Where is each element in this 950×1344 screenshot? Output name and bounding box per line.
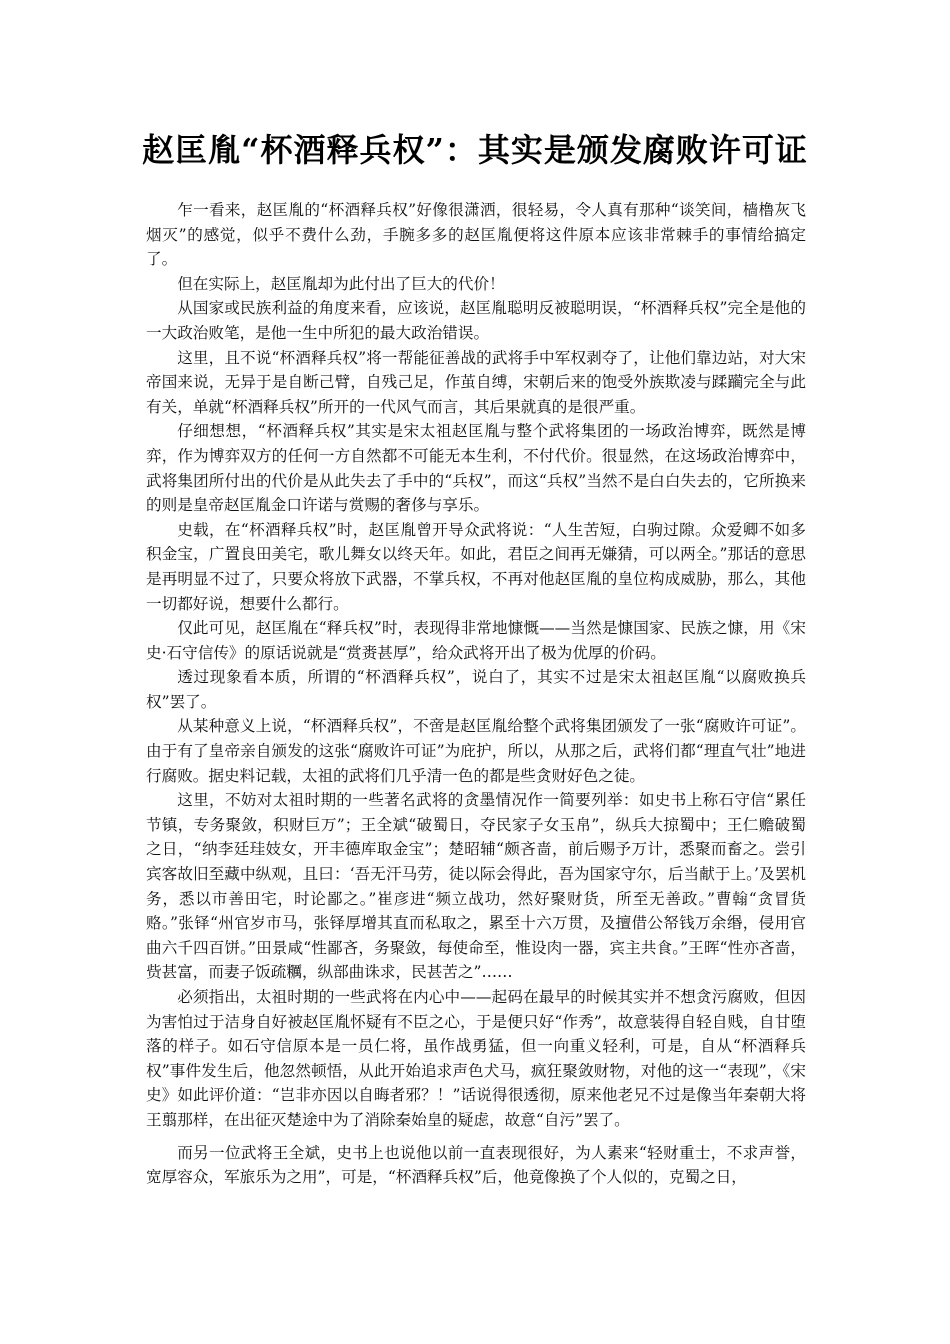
paragraph: 从国家或民族利益的角度来看，应该说，赵匡胤聪明反被聪明误，“杯酒释兵权”完全是他的一大政治败笔，是他一生中所犯的最大政治错误。 [146, 299, 806, 342]
paragraph: 透过现象看本质，所谓的“杯酒释兵权”，说白了，其实不过是宋太祖赵匡胤“以腐败换兵权”罢了。 [146, 668, 806, 711]
paragraph: 从某种意义上说，“杯酒释兵权”，不啻是赵匡胤给整个武将集团颁发了一张“腐败许可证”。由于有了皇帝亲自颁发的这张“腐败许可证”为庇护，所以，从那之后，武将们都“理直气壮”地进行腐败。据史料记载，太祖的武将们几乎清一色的都是些贪财好色之徒。 [146, 717, 806, 785]
paragraph: 仔细想想，“杯酒释兵权”其实是宋太祖赵匡胤与整个武将集团的一场政治博弈，既然是博弈，作为博弈双方的任何一方自然都不可能无本生利，不付代价。很显然，在这场政治博弈中，武将集团所付出的代价是从此失去了手中的“兵权”，而这“兵权”当然不是白白失去的，它所换来的则是皇帝赵匡胤金口许诺与赏赐的奢侈与享乐。 [146, 422, 806, 515]
document-body [146, 198, 806, 1190]
paragraph: 仅此可见，赵匡胤在“释兵权”时，表现得非常地慷慨——当然是慷国家、民族之慷，用《宋史·石守信传》的原话说就是“赏赉甚厚”，给众武将开出了极为优厚的价码。 [146, 619, 806, 662]
document-title: 赵匡胤“杯酒释兵权”：其实是颁发腐败许可证 [142, 131, 808, 169]
paragraph: 这里，且不说“杯酒释兵权”将一帮能征善战的武将手中军权剥夺了，让他们靠边站，对大宋帝国来说，无异于是自断己臂，自残己足，作茧自缚，宋朝后来的饱受外族欺凌与蹂躏完全与此有关，单就“杯酒释兵权”所开的一代风气而言，其后果就真的是很严重。 [146, 348, 806, 416]
paragraph: 乍一看来，赵匡胤的“杯酒释兵权”好像很潇洒，很轻易，令人真有那种“谈笑间，樯橹灰飞烟灭”的感觉，似乎不费什么劲，手腕多多的赵匡胤便将这件原本应该非常棘手的事情给搞定了。 [146, 201, 806, 269]
paragraph: 而另一位武将王全斌，史书上也说他以前一直表现很好，为人素来“轻财重士，不求声誉，宽厚容众，军旅乐为之用”，可是，“杯酒释兵权”后，他竟像换了个人似的，克蜀之日， [146, 1143, 806, 1187]
paragraph: 但在实际上，赵匡胤却为此付出了巨大的代价！ [177, 274, 505, 293]
paragraph: 史载，在“杯酒释兵权”时，赵匡胤曾开导众武将说：“人生苦短，白驹过隙。众爱卿不如多积金宝，广置良田美宅，歌儿舞女以终天年。如此，君臣之间再无嫌猜，可以两全。”那话的意思是再明显不过了，只要众将放下武器，不掌兵权，不再对他赵匡胤的皇位构成威胁，那么，其他一切都好说，想要什么都行。 [146, 520, 806, 613]
paragraph: 这里，不妨对太祖时期的一些著名武将的贪墨情况作一简要列举：如史书上称石守信“累任节镇，专务聚敛，积财巨万”；王全斌“破蜀日，夺民家子女玉帛”，纵兵大掠蜀中；王仁赡破蜀之日，“纳李廷珪妓女，开丰德库取金宝”；楚昭辅“颇吝啬，前后赐予万计，悉聚而畜之。尝引宾客故旧至藏中纵观，且曰：‘吾无汗马劳，徒以际会得此，吾为国家守尔，后当献于上。’及罢机务，悉以市善田宅，时论鄙之。”崔彦进“频立战功，然好聚财货，所至无善政。”曹翰“贪冒货赂。”张铎“州官岁市马，张铎厚增其直而私取之，累至十六万贯，及擅借公帑钱万余缗，侵用官曲六千四百饼。”田景咸“性鄙吝，务聚敛，每使命至，惟设肉一器，宾主共食。”王晖“性亦吝啬，赀甚富，而妻子饭疏糲，纵部曲诛求，民甚苦之”…… [146, 791, 806, 982]
paragraph: 必须指出，太祖时期的一些武将在内心中——起码在最早的时候其实并不想贪污腐败，但因为害怕过于洁身自好被赵匡胤怀疑有不臣之心，于是便只好“作秀”，故意装得自轻自贱，自甘堕落的样子。如石守信原本是一员仁将，虽作战勇猛，但一向重义轻利，可是，自从“杯酒释兵权”事件发生后，他忽然顿悟，从此开始追求声色犬马，疯狂聚敛财物，对他的这一“表现”，《宋史》如此评价道：“岂非亦因以自晦者邪？！”话说得很透彻，原来他老兄不过是像当年秦朝大将王翦那样，在出征灭楚途中为了消除秦始皇的疑虑，故意“自污”罢了。 [146, 988, 806, 1129]
